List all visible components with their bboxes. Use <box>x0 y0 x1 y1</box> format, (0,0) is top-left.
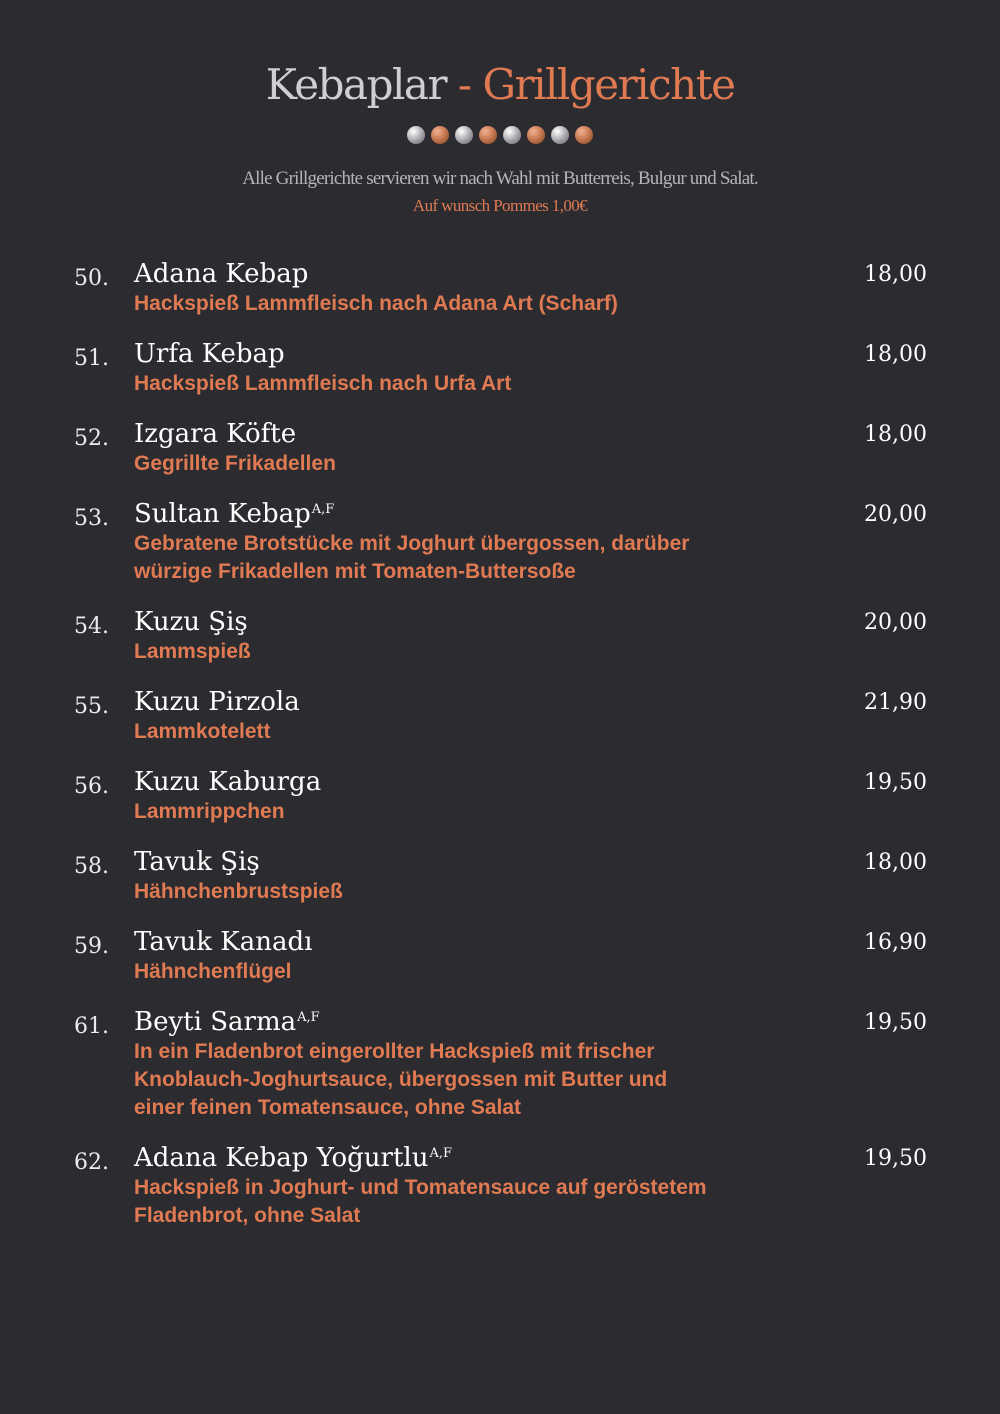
item-price: 18,00 <box>864 342 927 367</box>
item-price: 20,00 <box>864 610 927 635</box>
item-number: 54. <box>74 614 109 639</box>
copper-dot-icon <box>527 126 545 144</box>
menu-item <box>0 258 1000 318</box>
page-title <box>0 60 1000 110</box>
item-name-text: Adana Kebap Yoğurtlu <box>134 1143 429 1173</box>
item-number: 61. <box>74 1014 109 1039</box>
item-name-text: Kuzu Pirzola <box>134 687 300 717</box>
item-name-text: Adana Kebap <box>134 259 309 289</box>
menu-item <box>0 846 1000 906</box>
menu-item <box>0 606 1000 666</box>
item-price: 19,50 <box>864 770 927 795</box>
menu-item <box>0 498 1000 586</box>
allergen-marker: A,F <box>297 1010 320 1025</box>
item-description: Hackspieß Lammfleisch nach Adana Art (Scharf) <box>134 292 618 315</box>
item-name-text: Beyti Sarma <box>134 1007 297 1037</box>
item-name-text: Sultan Kebap <box>134 499 311 529</box>
item-number: 62. <box>74 1150 109 1175</box>
title-main: Kebaplar <box>265 60 447 109</box>
copper-dot-icon <box>479 126 497 144</box>
item-price: 16,90 <box>864 930 927 955</box>
item-description: Hähnchenbrustspieß <box>134 880 343 903</box>
menu-item <box>0 686 1000 746</box>
item-description: Lammrippchen <box>134 800 285 823</box>
menu-item <box>0 926 1000 986</box>
item-description: Gebratene Brotstücke mit Joghurt übergossen, darüber würzige Frikadellen mit Tomaten-Buttersoße <box>134 532 690 583</box>
item-number: 50. <box>74 266 109 291</box>
item-number: 56. <box>74 774 109 799</box>
item-price: 18,00 <box>864 850 927 875</box>
allergen-marker: A,F <box>429 1146 453 1161</box>
item-price: 18,00 <box>864 422 927 447</box>
item-name-text: Tavuk Şiş <box>134 847 260 877</box>
item-price: 20,00 <box>864 502 927 527</box>
silver-dot-icon <box>455 126 473 144</box>
menu-item <box>0 1006 1000 1122</box>
silver-dot-icon <box>551 126 569 144</box>
item-name-text: Izgara Köfte <box>134 419 297 449</box>
item-name-text: Tavuk Kanadı <box>134 927 313 957</box>
item-number: 51. <box>74 346 109 371</box>
menu-item <box>0 418 1000 478</box>
subtitle: Alle Grillgerichte servieren wir nach Wahl mit Butterreis, Bulgur und Salat. <box>242 168 758 190</box>
item-price: 19,50 <box>864 1010 927 1035</box>
menu-list <box>0 258 1000 1250</box>
item-description: Hackspieß Lammfleisch nach Urfa Art <box>134 372 512 395</box>
menu-header <box>0 60 1000 216</box>
menu-item <box>0 1142 1000 1230</box>
allergen-marker: A,F <box>311 502 335 517</box>
silver-dot-icon <box>407 126 425 144</box>
item-name-text: Kuzu Kaburga <box>134 767 322 797</box>
item-description: Hähnchenflügel <box>134 960 292 983</box>
item-number: 55. <box>74 694 109 719</box>
title-accent: Grillgerichte <box>482 60 735 109</box>
item-name-text: Urfa Kebap <box>134 339 285 369</box>
item-description: In ein Fladenbrot eingerollter Hackspieß mit frischer Knoblauch-Joghurtsauce, übergossen mit Butter und einer feinen Tomatensauce, ohne Salat <box>134 1040 668 1119</box>
item-name-text: Kuzu Şiş <box>134 607 248 637</box>
menu-item <box>0 766 1000 826</box>
item-description: Lammspieß <box>134 640 251 663</box>
copper-dot-icon <box>575 126 593 144</box>
item-price: 21,90 <box>864 690 927 715</box>
pommes-note: Auf wunsch Pommes 1,00€ <box>412 196 588 216</box>
decorative-dots <box>0 126 1000 146</box>
item-number: 58. <box>74 854 109 879</box>
item-description: Gegrillte Frikadellen <box>134 452 336 475</box>
item-description: Lammkotelett <box>134 720 271 743</box>
silver-dot-icon <box>503 126 521 144</box>
item-number: 53. <box>74 506 109 531</box>
copper-dot-icon <box>431 126 449 144</box>
item-number: 59. <box>74 934 109 959</box>
item-description: Hackspieß in Joghurt- und Tomatensauce auf geröstetem Fladenbrot, ohne Salat <box>134 1176 707 1227</box>
item-number: 52. <box>74 426 109 451</box>
item-price: 19,50 <box>864 1146 927 1171</box>
title-separator: - <box>446 60 483 109</box>
menu-item <box>0 338 1000 398</box>
item-price: 18,00 <box>864 262 927 287</box>
